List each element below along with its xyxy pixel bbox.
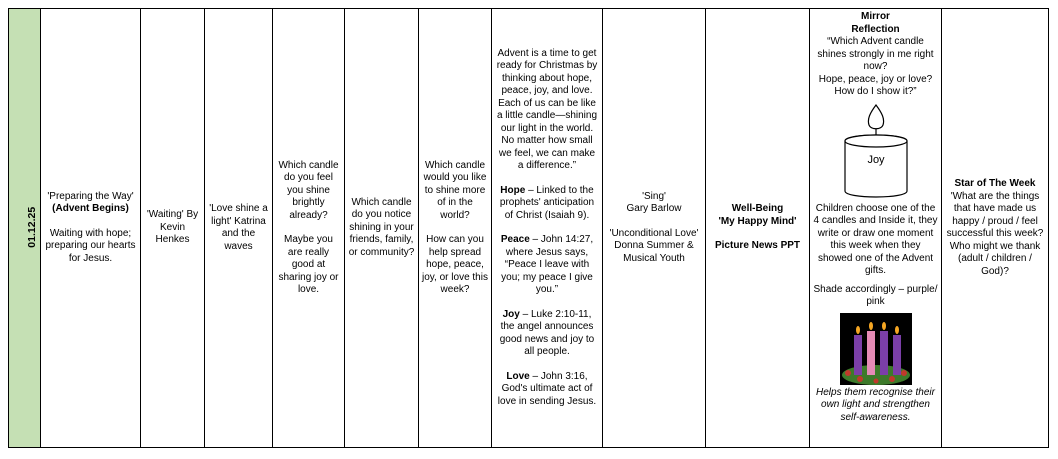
question2-text: Which candle do you notice shining in your friends, family, or community? <box>348 196 415 258</box>
book-title: 'Waiting' By Kevin Henkes <box>146 209 199 246</box>
music-sing-title: 'Sing' <box>642 190 666 202</box>
theme-cell <box>41 9 141 448</box>
music-sing-artist: Gary Barlow <box>626 203 682 215</box>
star-text: 'What are the things that have made us happy / proud / feel successful this week? Who might we thank (adult / children / God)? <box>946 190 1044 277</box>
wellbeing-program: 'My Happy Mind' <box>718 215 797 227</box>
question2-cell <box>345 9 419 448</box>
advent-joy: Joy – Luke 2:10-11, the angel announces good news and joy to all people. <box>499 308 595 358</box>
advent-wreath-image <box>840 313 912 385</box>
question1-cell <box>273 9 345 448</box>
theme-subtitle: (Advent Begins) <box>52 203 129 215</box>
advent-cell <box>492 9 603 448</box>
wellbeing-resource: Picture News PPT <box>714 240 801 252</box>
question1-followup: Maybe you are really good at sharing joy or love. <box>278 234 339 295</box>
star-title: Star of The Week <box>954 178 1036 189</box>
advent-intro: Advent is a time to get ready for Christmas by thinking about hope, peace, joy, and love. <box>496 47 598 97</box>
mirror-question: “Which Advent candle shines strongly in me right now? <box>817 36 934 72</box>
song-story-cell <box>205 9 273 448</box>
lesson-plan-table <box>8 8 1049 448</box>
mirror-title: Mirror <box>861 11 890 22</box>
mirror-instruction: Children choose one of the 4 candles and Inside it, they write or draw one moment this week when they showed one of the Advent gifts. <box>813 202 938 276</box>
wellbeing-cell <box>706 9 810 448</box>
music-cell <box>603 9 706 448</box>
music-song2: 'Unconditional Love' Donna Summer & Musical Youth <box>609 227 699 264</box>
question3-text: Which candle would you like to shine more of in the world? <box>423 159 487 221</box>
theme-description: Waiting with hope; preparing our hearts for Jesus. <box>45 227 136 264</box>
question3-followup: How can you help spread hope, peace, joy, or love this week? <box>422 234 488 295</box>
question3-cell <box>419 9 492 448</box>
advent-love: Love – John 3:16, God's ultimate act of love in sending Jesus. <box>497 370 597 407</box>
song-story-text: 'Love shine a light' Katrina and the waves <box>209 203 268 252</box>
star-cell <box>942 9 1049 448</box>
mirror-shade: Shade accordingly – purple/ pink <box>813 283 938 307</box>
date-cell <box>9 9 41 448</box>
mirror-closing: Helps them recognise their own light and strengthen self-awareness. <box>816 386 935 423</box>
advent-quote: Each of us can be like a little candle—shining our light in the world. No matter how small we feel, we can make a difference.” <box>496 97 598 172</box>
candle-icon <box>836 103 916 199</box>
mirror-options: Hope, peace, joy or love? How do I show it?” <box>818 73 933 97</box>
theme-title: 'Preparing the Way' <box>47 190 134 202</box>
question1-text: Which candle do you feel you shine brightly already? <box>278 159 339 221</box>
candle-label: Joy <box>866 153 885 166</box>
advent-hope: Hope – Linked to the prophets' anticipation of Christ (Isaiah 9). <box>499 184 595 221</box>
mirror-subtitle: Reflection <box>851 23 900 35</box>
wellbeing-title: Well-Being <box>731 203 784 215</box>
advent-peace: Peace – John 14:27, where Jesus says, “Peace I leave with you; my peace I give you.” <box>500 234 594 296</box>
mirror-cell <box>810 9 942 448</box>
date-label: 01.12.25 <box>26 207 39 248</box>
table-row <box>9 9 1049 448</box>
book-cell <box>141 9 205 448</box>
